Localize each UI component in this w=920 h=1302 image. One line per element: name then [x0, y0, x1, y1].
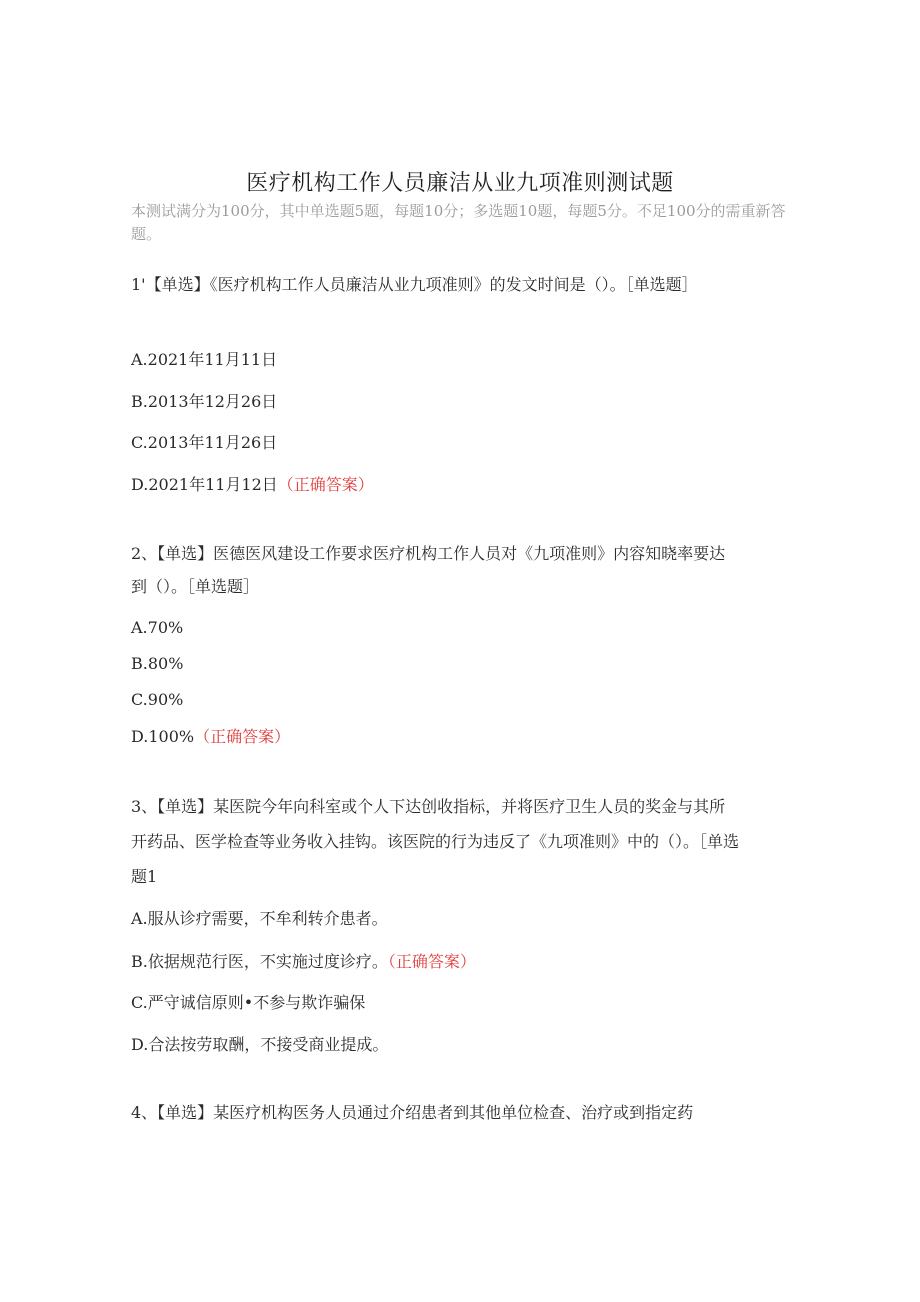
question-4-text: 4、【单选】某医疗机构医务人员通过介绍患者到其他单位检查、治疗或到指定药: [131, 1103, 694, 1122]
question-1-option-a[interactable]: A.2021年11月11日: [131, 350, 278, 369]
question-3-option-d[interactable]: D.合法按劳取酬，不接受商业提成。: [131, 1035, 389, 1054]
question-2-option-c[interactable]: C.90%: [131, 690, 184, 709]
question-1-option-d[interactable]: D.2021年11月12日（正确答案）: [131, 475, 374, 494]
question-1-option-c[interactable]: C.2013年11月26日: [131, 433, 278, 452]
question-1-text: 1'【单选】《医疗机构工作人员廉洁从业九项准则》的发文时间是（）。［单选题］: [131, 275, 698, 294]
question-2-option-a[interactable]: A.70%: [131, 618, 184, 637]
question-1-option-b[interactable]: B.2013年12月26日: [131, 392, 278, 411]
page-title: 医疗机构工作人员廉洁从业九项准则测试题: [246, 171, 674, 196]
question-3-option-a[interactable]: A.服从诊疗需要，不牟利转介患者。: [131, 909, 388, 928]
question-2-text: 2、【单选】医德医风建设工作要求医疗机构工作人员对《九项准则》内容知晓率要达到（）。［单选题］: [131, 544, 726, 596]
question-3-text: 3、【单选】某医院今年向科室或个人下达创收指标，并将医疗卫生人员的奖金与其所开药品、医学检查等业务收入挂钩。该医院的行为违反了《九项准则》中的（）。［单选题1: [131, 797, 740, 886]
correct-answer-marker: （正确答案）: [387, 952, 476, 971]
question-2-option-b[interactable]: B.80%: [131, 654, 184, 673]
correct-answer-marker: （正确答案）: [277, 475, 374, 494]
question-3-option-b[interactable]: B.依据规范行医，不实施过度诊疗。（正确答案）: [131, 952, 476, 971]
question-2-option-d[interactable]: D.100%（正确答案）: [131, 727, 291, 746]
intro-text: 本测试满分为100分，其中单选题5题，每题10分；多选题10题，每题5分。不足100分的需重新答题。: [131, 202, 786, 243]
question-3-option-c[interactable]: C.严守诚信原则•不参与欺诈骗保: [131, 993, 366, 1012]
correct-answer-marker: （正确答案）: [194, 727, 291, 746]
